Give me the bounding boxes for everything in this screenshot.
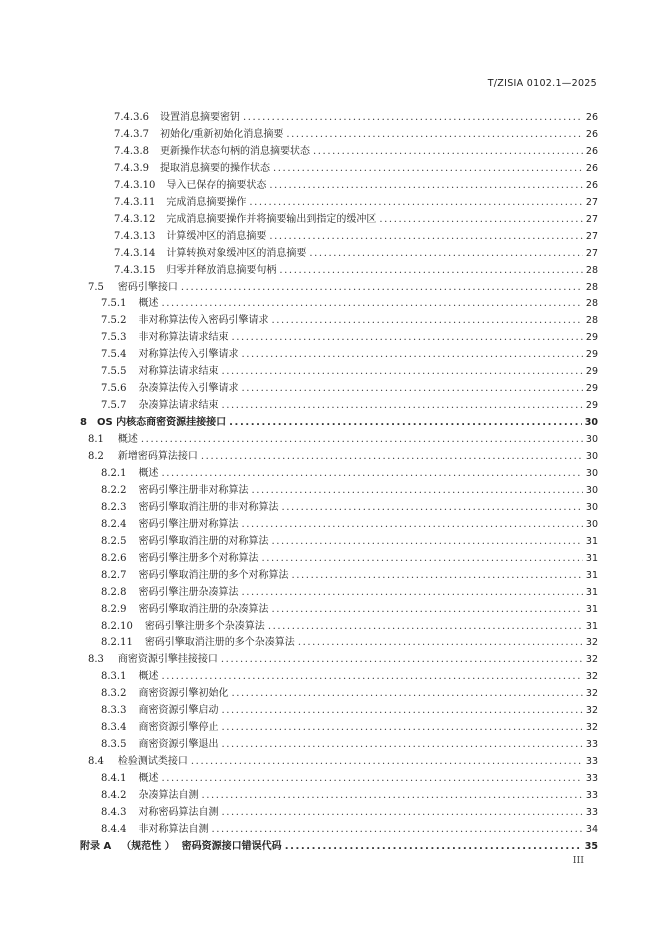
toc-entry-number: 8.2.8 (101, 586, 127, 598)
toc-entry-title: 商密资源引擎退出 (138, 739, 219, 751)
toc-entry-page: 34 (585, 823, 598, 835)
toc-entry-title: 商密资源引擎停止 (138, 722, 219, 734)
toc-entry[interactable] (80, 839, 598, 855)
toc-leader-dots (141, 432, 583, 448)
toc-entry-page: 33 (585, 739, 598, 751)
toc-entry-page: 31 (585, 603, 598, 615)
toc-entry-page: 30 (585, 518, 598, 530)
toc-leader-dots (271, 534, 582, 550)
toc-entry-page: 35 (584, 840, 598, 852)
toc-leader-dots (229, 415, 582, 431)
toc-entry[interactable] (101, 805, 598, 821)
page-number-footer: III (572, 855, 584, 866)
toc-leader-dots (221, 652, 583, 668)
toc-entry-title: 对称算法传入引擎请求 (138, 349, 239, 361)
toc-leader-dots (221, 805, 582, 821)
toc-entry-title: 密码引擎取消注册的多个杂凑算法 (144, 637, 295, 649)
toc-entry-page: 30 (585, 451, 598, 462)
toc-leader-dots (201, 788, 582, 804)
toc-entry-number: 7.5.4 (101, 349, 127, 361)
toc-entry-page: 28 (585, 315, 598, 327)
toc-leader-dots (181, 280, 583, 296)
toc-entry-page: 30 (585, 484, 598, 496)
toc-leader-dots (221, 720, 582, 736)
toc-leader-dots (241, 347, 582, 363)
toc-entry[interactable] (101, 619, 598, 635)
toc-entry-number: 7.4.3.14 (114, 247, 156, 259)
toc-entry[interactable] (101, 466, 598, 482)
toc-entry[interactable] (101, 347, 598, 363)
toc-entry-number: 7.4.3.8 (114, 145, 149, 157)
toc-entry[interactable] (114, 212, 598, 228)
toc-entry-title: 完成消息摘要操作 (166, 196, 247, 208)
toc-entry-number: 8.4.2 (101, 790, 127, 801)
toc-entry[interactable] (101, 737, 598, 753)
toc-entry-title: （规范性 ） 密码资源接口错误代码 (121, 840, 282, 852)
toc-entry-title: 设置消息摘要密钥 (160, 112, 240, 123)
toc-entry-title: 归零并释放消息摘要句柄 (166, 264, 277, 276)
toc-entry-number: 8.4 (88, 756, 104, 768)
toc-entry[interactable] (101, 330, 598, 346)
toc-entry[interactable] (101, 500, 598, 516)
toc-entry-page: 26 (585, 179, 598, 191)
toc-entry-page: 30 (585, 434, 598, 446)
toc-entry[interactable] (101, 788, 598, 804)
toc-entry[interactable] (114, 144, 598, 160)
toc-entry-title: 概述 (138, 467, 159, 479)
toc-entry-number: 8.2.2 (101, 484, 127, 496)
toc-leader-dots (251, 483, 582, 499)
toc-entry-title: 概述 (138, 773, 159, 785)
toc-entry[interactable] (88, 432, 598, 448)
toc-entry-title: 商密资源引擎挂接接口 (117, 654, 218, 666)
toc-entry-title: 检验测试类接口 (117, 756, 188, 768)
toc-entry[interactable] (101, 585, 598, 601)
toc-entry[interactable] (101, 296, 598, 312)
toc-entry[interactable] (101, 669, 598, 685)
toc-entry[interactable] (101, 381, 598, 397)
toc-entry-page: 32 (585, 722, 598, 734)
toc-entry-title: 概述 (117, 434, 138, 446)
toc-entry[interactable] (101, 771, 598, 787)
toc-leader-dots (161, 669, 582, 685)
toc-entry-number: 7.5.6 (101, 383, 127, 395)
toc-entry-page: 28 (585, 298, 598, 310)
toc-entry-number: 8.2.1 (101, 467, 127, 479)
toc-leader-dots (241, 517, 582, 533)
toc-leader-dots (231, 686, 582, 702)
toc-entry[interactable] (101, 686, 598, 702)
toc-entry-page: 29 (585, 383, 598, 395)
toc-entry-title: 杂凑算法请求结束 (138, 400, 219, 412)
toc-entry-page: 32 (585, 705, 598, 717)
toc-entry[interactable] (114, 229, 598, 245)
toc-entry-number: 7.4.3.12 (114, 213, 156, 225)
toc-entry[interactable] (88, 449, 598, 465)
toc-entry-title: 非对称算法传入密码引擎请求 (138, 315, 269, 327)
toc-leader-dots (279, 263, 583, 279)
toc-entry-number: 7.4.3.6 (114, 112, 149, 123)
toc-entry-title: 商密资源引擎初始化 (138, 688, 229, 700)
toc-entry[interactable] (114, 178, 598, 194)
toc-entry-number: 7.4.3.15 (114, 264, 156, 276)
toc-entry-title: 提取消息摘要的操作状态 (160, 162, 270, 174)
toc-entry-title: 密码引擎取消注册的多个对称算法 (138, 569, 289, 581)
toc-entry-page: 28 (585, 281, 598, 293)
toc-leader-dots (191, 754, 583, 770)
toc-leader-dots (211, 822, 582, 838)
toc-entry-page: 30 (585, 501, 598, 513)
toc-entry-page: 32 (585, 688, 598, 700)
toc-entry-number: 7.5 (88, 281, 104, 293)
toc-entry[interactable] (101, 313, 598, 329)
toc-leader-dots (231, 330, 582, 346)
toc-entry-title: 完成消息摘要操作并将摘要输出到指定的缓冲区 (166, 213, 377, 225)
toc-entry-number: 7.4.3.13 (114, 230, 156, 242)
toc-entry[interactable] (101, 720, 598, 736)
toc-leader-dots (221, 364, 582, 380)
toc-entry-number: 7.4.3.10 (114, 179, 156, 191)
toc-entry[interactable] (101, 568, 598, 584)
toc-entry-page: 33 (585, 773, 598, 785)
toc-entry-page: 30 (585, 467, 598, 479)
toc-entry[interactable] (114, 263, 598, 279)
toc-entry-page: 27 (585, 247, 598, 259)
toc-entry-page: 27 (585, 196, 598, 208)
toc-entry-title: 非对称算法请求结束 (138, 332, 229, 344)
toc-entry-title: 密码引擎注册多个杂凑算法 (144, 620, 265, 632)
toc-entry-number: 8.3.3 (101, 705, 127, 717)
toc-entry[interactable] (101, 551, 598, 567)
toc-leader-dots (268, 619, 583, 635)
toc-entry-number: 7.5.2 (101, 315, 127, 327)
toc-leader-dots (379, 212, 583, 228)
toc-entry[interactable] (101, 534, 598, 550)
toc-entry-number: 附录 A (80, 840, 112, 852)
toc-entry-page: 32 (585, 637, 598, 649)
toc-entry-title: OS 内核态商密资源挂接接口 (96, 417, 227, 429)
toc-entry-page: 29 (585, 400, 598, 412)
toc-entry-page: 29 (585, 332, 598, 344)
toc-leader-dots (285, 839, 582, 855)
toc-entry-title: 密码引擎注册非对称算法 (138, 484, 249, 496)
toc-leader-dots (249, 195, 583, 211)
toc-entry[interactable] (114, 246, 598, 262)
toc-entry-page: 29 (585, 366, 598, 378)
toc-entry-number: 7.5.3 (101, 332, 127, 344)
toc-entry-page: 31 (585, 586, 598, 598)
toc-entry-page: 32 (585, 654, 598, 666)
toc-leader-dots (291, 568, 582, 584)
toc-entry-title: 导入已保存的摘要状态 (166, 179, 267, 191)
toc-leader-dots (243, 110, 583, 126)
toc-leader-dots (161, 296, 582, 312)
toc-entry[interactable] (114, 110, 598, 126)
toc-entry[interactable] (80, 415, 598, 431)
toc-entry[interactable] (101, 602, 598, 618)
toc-entry-title: 杂凑算法自测 (138, 790, 199, 801)
toc-entry[interactable] (101, 398, 598, 414)
toc-entry-number: 7.4.3.7 (114, 128, 149, 140)
toc-leader-dots (281, 500, 582, 516)
toc-entry-page: 31 (585, 535, 598, 547)
toc-entry-page: 26 (585, 112, 598, 123)
toc-entry-title: 商密资源引擎启动 (138, 705, 219, 717)
toc-leader-dots (269, 229, 583, 245)
toc-leader-dots (261, 551, 582, 567)
toc-entry-page: 26 (585, 128, 598, 140)
toc-entry[interactable] (88, 652, 598, 668)
toc-entry-title: 密码引擎注册对称算法 (138, 518, 239, 530)
toc-entry-page: 33 (585, 756, 598, 768)
toc-entry-number: 8.2.6 (101, 552, 127, 564)
toc-entry-title: 概述 (138, 671, 159, 683)
toc-entry-title: 初始化/重新初始化消息摘要 (160, 128, 284, 140)
toc-leader-dots (298, 635, 583, 651)
toc-leader-dots (271, 313, 582, 329)
toc-entry-title: 计算缓冲区的消息摘要 (166, 230, 267, 242)
toc-entry[interactable] (88, 280, 598, 296)
toc-entry-title: 密码引擎取消注册的杂凑算法 (138, 603, 269, 615)
toc-entry-page: 31 (585, 620, 598, 632)
toc-entry[interactable] (114, 161, 598, 177)
toc-leader-dots (161, 771, 582, 787)
toc-leader-dots (221, 737, 582, 753)
toc-entry-number: 8.3 (88, 654, 104, 666)
toc-entry-page: 26 (585, 145, 598, 157)
toc-entry-page: 32 (585, 671, 598, 683)
toc-entry-number: 8.3.2 (101, 688, 127, 700)
toc-entry-title: 非对称算法自测 (138, 823, 209, 835)
toc-entry-number: 7.5.1 (101, 298, 127, 310)
toc-leader-dots (309, 246, 583, 262)
toc-leader-dots (241, 585, 582, 601)
toc-entry[interactable] (101, 703, 598, 719)
toc-entry-page: 31 (585, 552, 598, 564)
toc-entry-number: 8.1 (88, 434, 104, 446)
toc-leader-dots (161, 466, 582, 482)
toc-entry-number: 8.4.1 (101, 773, 127, 785)
document-code-header: T/ZISIA 0102.1—2025 (487, 78, 597, 89)
toc-entry[interactable] (114, 127, 598, 143)
toc-entry-number: 8.2 (88, 451, 104, 462)
toc-entry-title: 新增密码算法接口 (117, 451, 198, 462)
toc-entry-number: 7.5.5 (101, 366, 127, 378)
toc-entry-title: 密码引擎注册杂凑算法 (138, 586, 239, 598)
toc-entry-number: 8.2.3 (101, 501, 127, 513)
toc-entry-title: 杂凑算法传入引擎请求 (138, 383, 239, 395)
toc-entry-title: 概述 (138, 298, 159, 310)
toc-entry-page: 33 (585, 790, 598, 801)
toc-entry-number: 8.3.5 (101, 739, 127, 751)
toc-entry-title: 更新操作状态句柄的消息摘要状态 (160, 145, 310, 157)
toc-entry-page: 33 (585, 806, 598, 818)
toc-leader-dots (313, 144, 583, 160)
toc-leader-dots (273, 161, 583, 177)
toc-entry-number: 8.2.5 (101, 535, 127, 547)
toc-entry-title: 密码引擎取消注册的非对称算法 (138, 501, 279, 513)
toc-entry-title: 密码引擎注册多个对称算法 (138, 552, 259, 564)
toc-leader-dots (201, 449, 583, 465)
toc-entry-title: 密码引擎接口 (117, 281, 178, 293)
toc-entry-number: 8.3.1 (101, 671, 127, 683)
toc-entry-number: 8.4.4 (101, 823, 127, 835)
toc-leader-dots (286, 127, 583, 143)
toc-leader-dots (271, 602, 582, 618)
toc-entry-number: 7.4.3.9 (114, 162, 149, 174)
toc-entry-number: 7.4.3.11 (114, 196, 156, 208)
toc-entry-page: 26 (585, 162, 598, 174)
toc-entry-title: 对称密码算法自测 (138, 806, 219, 818)
toc-entry[interactable] (88, 754, 598, 770)
toc-entry-number: 7.5.7 (101, 400, 127, 412)
toc-entry[interactable] (114, 195, 598, 211)
toc-entry-number: 8.2.9 (101, 603, 127, 615)
toc-entry-number: 8 (80, 417, 87, 429)
toc-entry-title: 密码引擎取消注册的对称算法 (138, 535, 269, 547)
toc-entry[interactable] (101, 822, 598, 838)
toc-entry-number: 8.2.10 (101, 620, 133, 632)
toc-entry[interactable] (101, 635, 598, 651)
toc-entry-title: 计算转换对象缓冲区的消息摘要 (166, 247, 307, 259)
toc-entry-page: 31 (585, 569, 598, 581)
toc-entry-number: 8.2.4 (101, 518, 127, 530)
toc-leader-dots (221, 703, 582, 719)
toc-entry-page: 29 (585, 349, 598, 361)
toc-entry-number: 8.4.3 (101, 806, 127, 818)
toc-entry-number: 8.3.4 (101, 722, 127, 734)
toc-entry-number: 8.2.7 (101, 569, 127, 581)
toc-entry-number: 8.2.11 (101, 637, 133, 649)
toc-leader-dots (221, 398, 582, 414)
toc-entry-page: 27 (585, 230, 598, 242)
toc-leader-dots (269, 178, 583, 194)
toc-leader-dots (241, 381, 582, 397)
toc-entry-title: 对称算法请求结束 (138, 366, 219, 378)
toc-entry-page: 27 (585, 213, 598, 225)
toc-entry-page: 30 (584, 417, 598, 429)
toc-entry[interactable] (101, 364, 598, 380)
toc-entry-page: 28 (585, 264, 598, 276)
toc-entry[interactable] (101, 517, 598, 533)
toc-entry[interactable] (101, 483, 598, 499)
